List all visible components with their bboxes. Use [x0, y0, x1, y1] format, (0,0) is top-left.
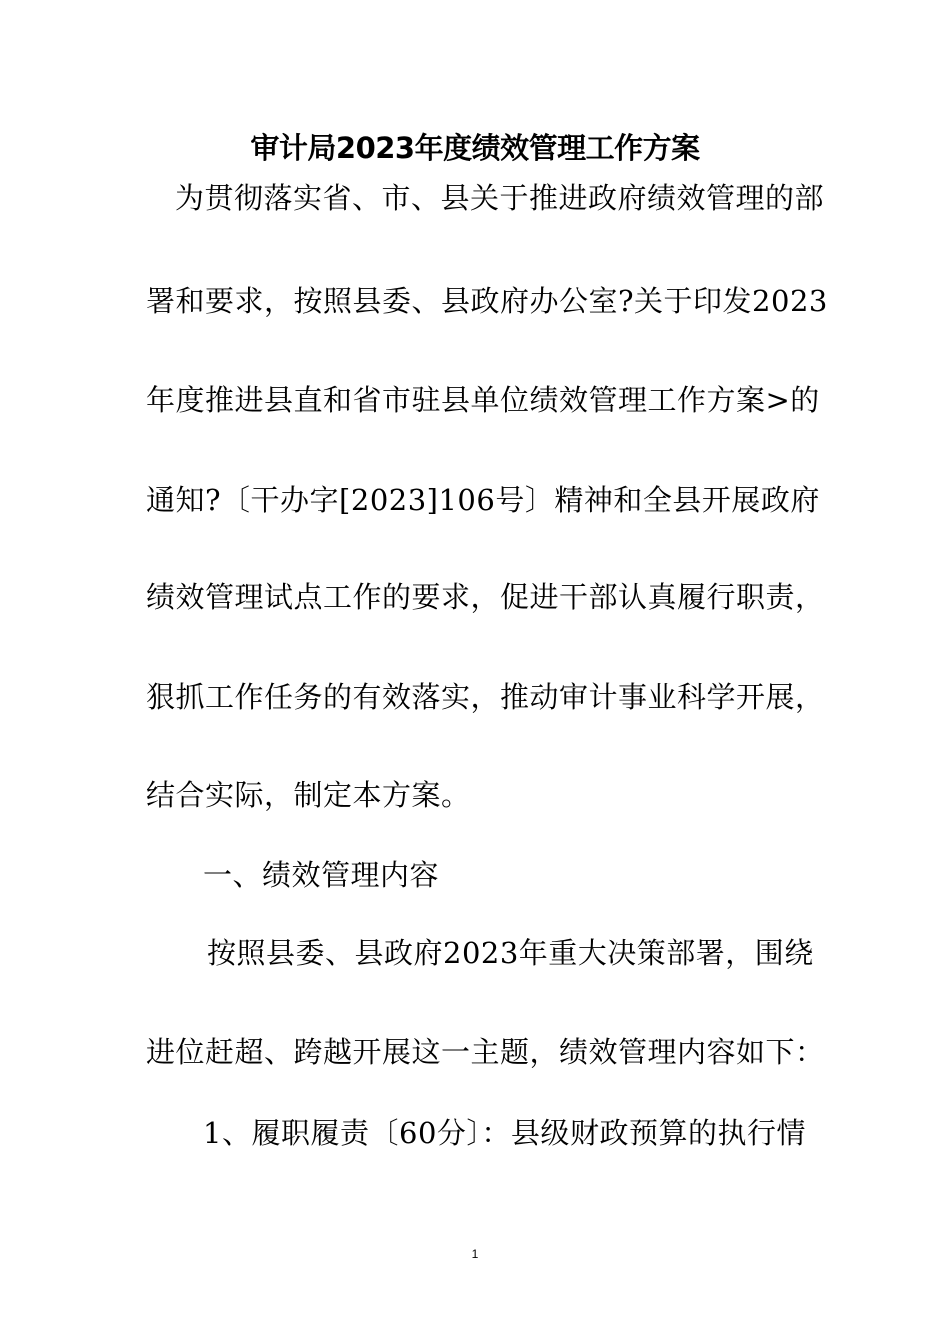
page-number: 1	[471, 1247, 479, 1261]
paragraph-2-line-2: 进位赶超、跨越开展这一主题，绩效管理内容如下：	[146, 1035, 825, 1069]
paragraph-1-line-4: 通知?〔干办字[2023]106号〕精神和全县开展政府	[146, 483, 820, 517]
paragraph-1-line-2: 署和要求，按照县委、县政府办公室?关于印发2023	[146, 284, 828, 318]
document-title: 审计局2023年度绩效管理工作方案	[250, 131, 700, 165]
paragraph-1-line-5: 绩效管理试点工作的要求，促进干部认真履行职责，	[146, 580, 825, 614]
item-1: 1、履职履责〔60分〕：县级财政预算的执行情	[203, 1116, 806, 1150]
paragraph-1-line-7: 结合实际，制定本方案。	[146, 778, 471, 812]
paragraph-2-line-1: 按照县委、县政府2023年重大决策部署，围绕	[207, 936, 814, 970]
section-1-heading: 一、绩效管理内容	[203, 858, 440, 892]
paragraph-1-line-6: 狠抓工作任务的有效落实，推动审计事业科学开展，	[146, 680, 825, 714]
paragraph-1-line-3: 年度推进县直和省市驻县单位绩效管理工作方案>的	[146, 383, 820, 417]
paragraph-1-line-1: 为贯彻落实省、市、县关于推进政府绩效管理的部	[175, 181, 825, 215]
